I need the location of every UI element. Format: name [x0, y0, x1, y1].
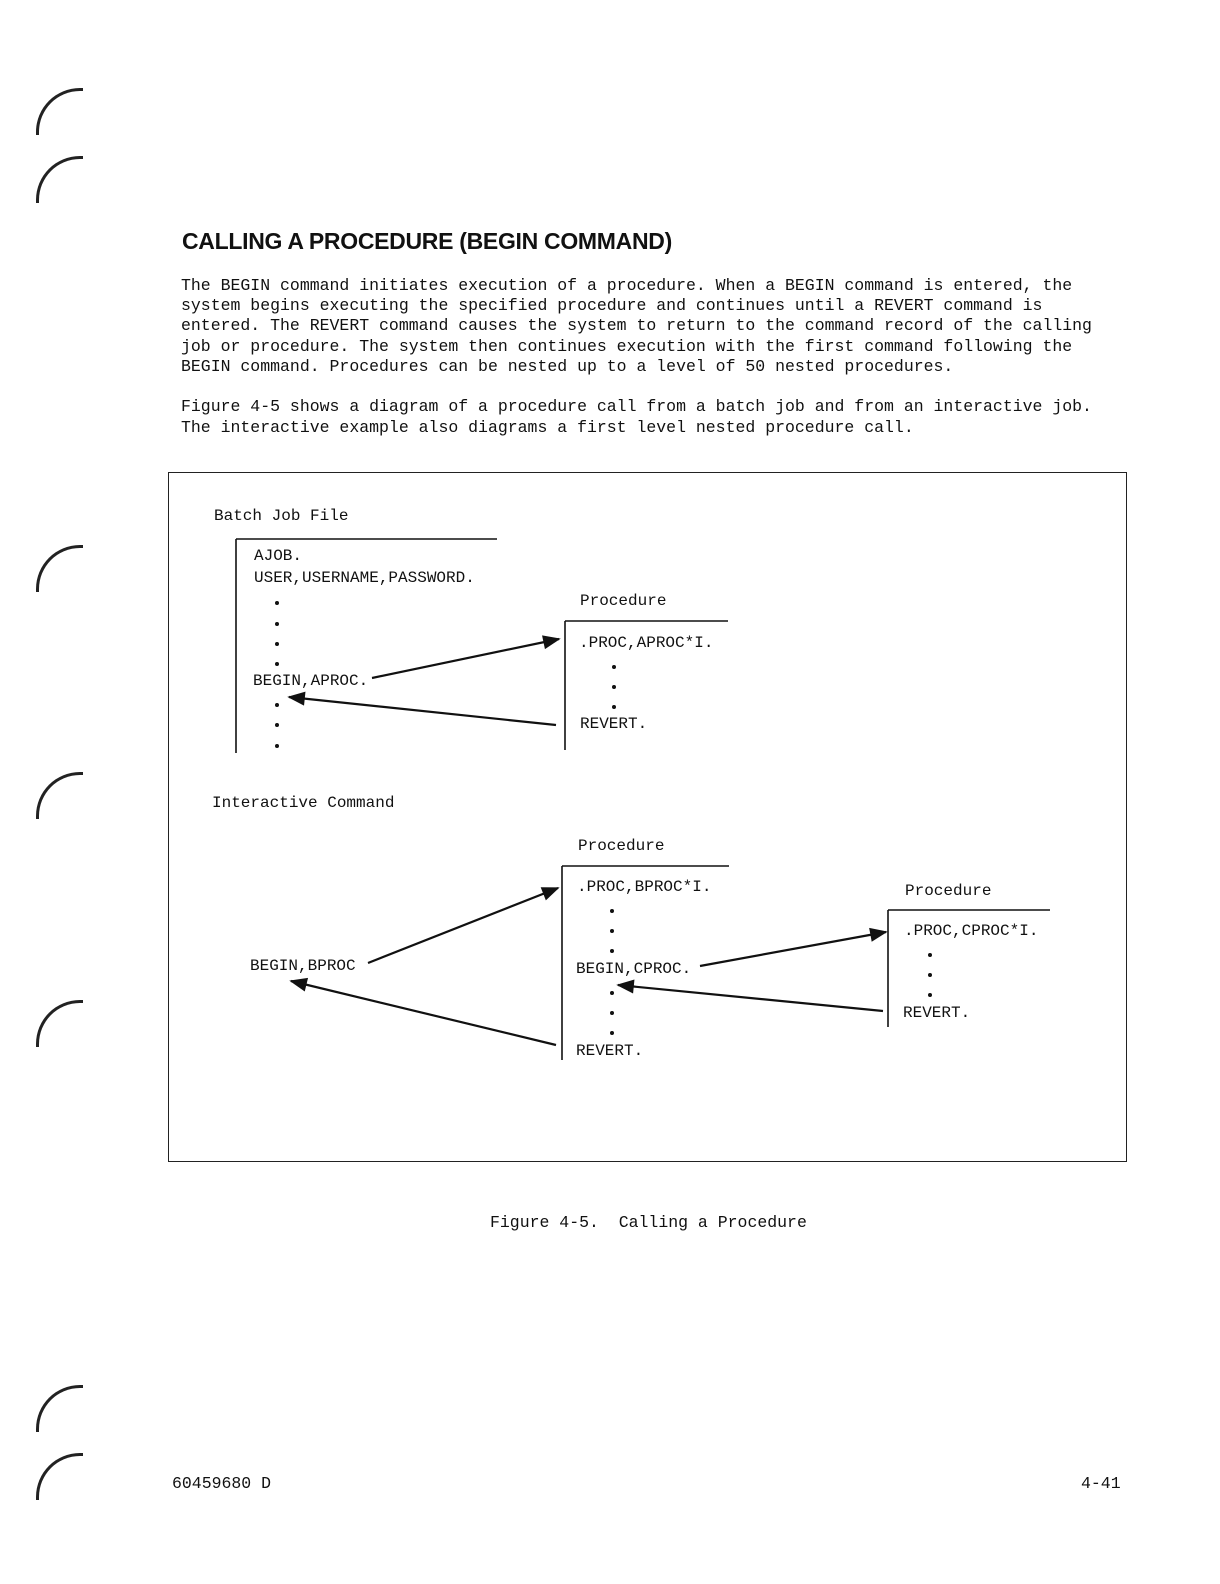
doc-number: 60459680 D [172, 1474, 272, 1493]
interactive-proc-begin: BEGIN,CPROC. [576, 960, 692, 978]
paragraph-line: job or procedure. The system then continues execution with the first command following the [181, 337, 1073, 356]
batch-begin: BEGIN,APROC. [253, 672, 369, 690]
paragraph-line: entered. The REVERT command causes the system to return to the command record of the calling [181, 316, 1092, 335]
interactive-proc-header: .PROC,BPROC*I. [577, 878, 712, 896]
paragraph-line: system begins executing the specified procedure and continues until a REVERT command is [181, 296, 1043, 315]
nested-proc-header: .PROC,CPROC*I. [904, 922, 1039, 940]
batch-proc-label: Procedure [580, 592, 667, 610]
interactive-proc-revert: REVERT. [576, 1042, 644, 1060]
page-number: 4-41 [1081, 1474, 1121, 1493]
batch-line-job: AJOB. [254, 547, 303, 565]
return-arrow [291, 981, 556, 1045]
paragraph-line: The interactive example also diagrams a first level nested procedure call. [181, 418, 914, 437]
interactive-begin: BEGIN,BPROC [250, 957, 356, 975]
nested-proc-revert: REVERT. [903, 1004, 971, 1022]
paragraph-line: BEGIN command. Procedures can be nested up to a level of 50 nested procedures. [181, 357, 954, 376]
call-arrow [700, 932, 886, 966]
return-arrow [618, 985, 883, 1011]
call-arrow [368, 888, 558, 963]
batch-proc-header: .PROC,APROC*I. [579, 634, 714, 652]
call-arrow [372, 639, 559, 678]
batch-title: Batch Job File [214, 507, 349, 525]
figure-caption: Figure 4-5. Calling a Procedure [490, 1213, 807, 1232]
interactive-proc-label: Procedure [578, 837, 665, 855]
paragraph-line: Figure 4-5 shows a diagram of a procedure call from a batch job and from an interactive job. [181, 397, 1092, 416]
nested-proc-label: Procedure [905, 882, 992, 900]
paragraph-line: The BEGIN command initiates execution of a procedure. When a BEGIN command is entered, the [181, 276, 1073, 295]
interactive-title: Interactive Command [212, 794, 395, 812]
batch-proc-revert: REVERT. [580, 715, 648, 733]
return-arrow [289, 697, 556, 725]
section-title: CALLING A PROCEDURE (BEGIN COMMAND) [182, 228, 672, 254]
batch-line-user: USER,USERNAME,PASSWORD. [254, 569, 475, 587]
